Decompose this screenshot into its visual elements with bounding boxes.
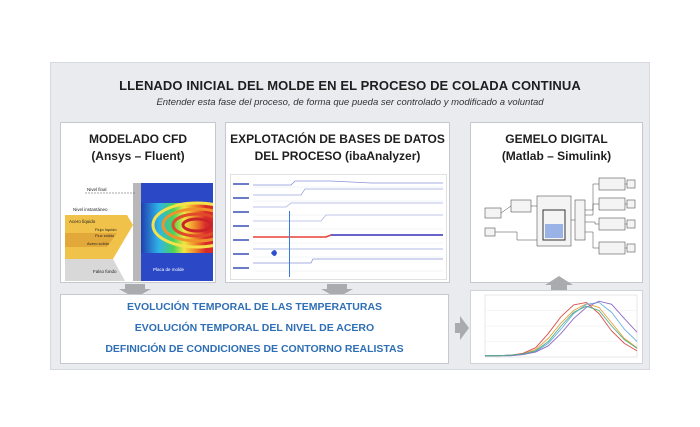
- panel-cfd-subtitle: (Ansys – Fluent): [91, 149, 185, 163]
- main-subtitle: Entender esta fase del proceso, de forma que pueda ser controlado y modificado a voluntad: [156, 97, 544, 108]
- label-falso-fondo: Falso fondo: [93, 269, 117, 274]
- main-title: LLENADO INICIAL DEL MOLDE EN EL PROCESO DE COLADA CONTINUA: [119, 78, 581, 93]
- outputs-box: [60, 294, 449, 364]
- label-flux-solido: Flux sólido: [95, 233, 115, 238]
- panel-gemelo-subtitle: (Matlab – Simulink): [501, 149, 612, 163]
- panel-gemelo-title: GEMELO DIGITAL: [505, 132, 608, 146]
- temperature-chart: [470, 290, 643, 364]
- output-line-2: EVOLUCIÓN TEMPORAL DEL NIVEL DE ACERO: [134, 322, 375, 334]
- label-nivel-final: Nivel final: [87, 187, 107, 192]
- output-line-1: EVOLUCIÓN TEMPORAL DE LAS TEMPERATURAS: [126, 301, 383, 313]
- label-nivel-instantaneo: Nivel instantáneo: [73, 207, 108, 212]
- panel-iba-title-2: DEL PROCESO (ibaAnalyzer): [254, 149, 421, 163]
- temperature-chart-svg: [471, 291, 643, 364]
- arrow-up-to-gemelo: [545, 276, 573, 290]
- label-acero-liquido: Acero líquido: [69, 219, 96, 224]
- panel-iba-title-1: EXPLOTACIÓN DE BASES DE DATOS: [230, 132, 445, 146]
- label-acero-solido: Acero sólido: [87, 241, 110, 246]
- arrow-right-to-chart: [455, 316, 469, 340]
- output-line-3: DEFINICIÓN DE CONDICIONES DE CONTORNO REALISTAS: [105, 343, 404, 355]
- label-flujo-liquido: Flujo líquido: [95, 227, 117, 232]
- panel-cfd-title: MODELADO CFD: [89, 132, 187, 146]
- label-placa-molde: Placa de molde: [153, 267, 185, 272]
